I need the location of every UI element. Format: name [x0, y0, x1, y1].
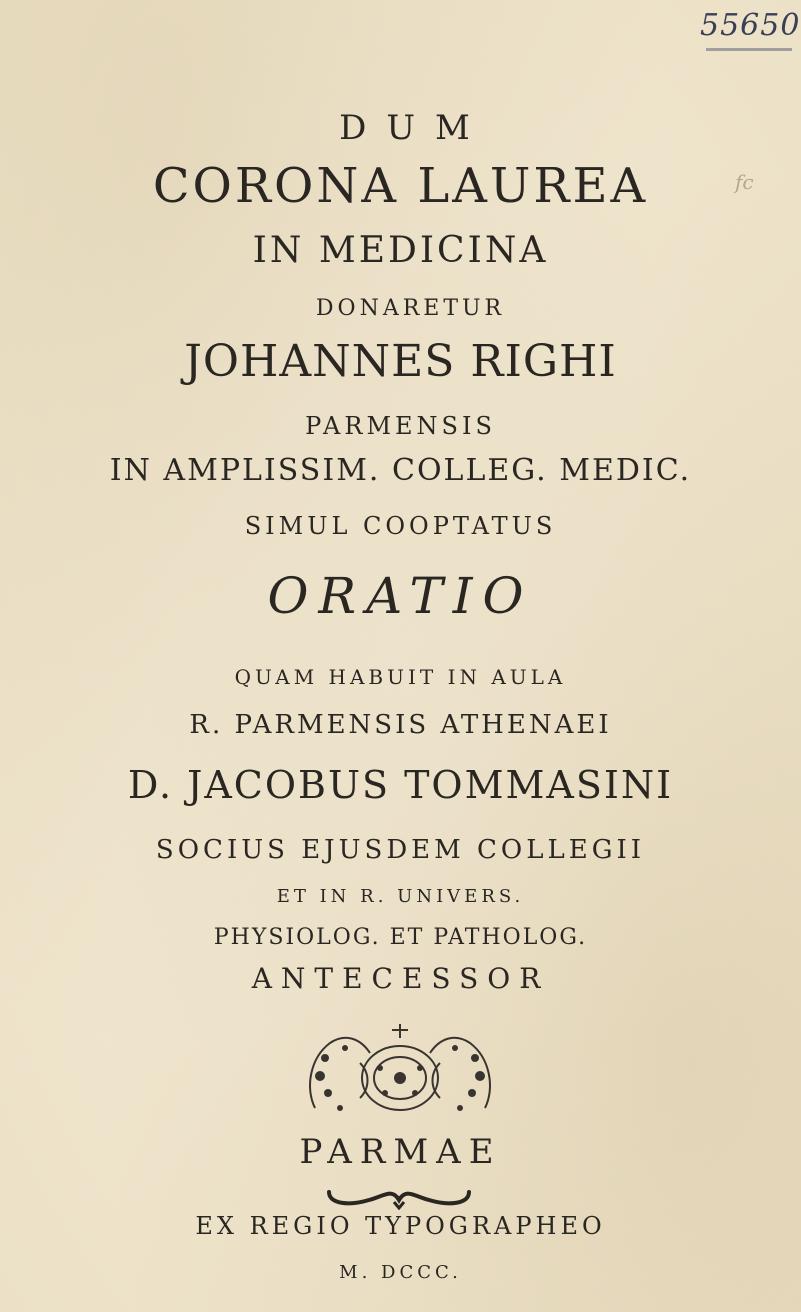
- shelfmark-underline: [706, 48, 792, 51]
- title-line-simul-cooptatus: SIMUL COOPTATUS: [244, 512, 557, 540]
- margin-note: fc: [735, 170, 754, 194]
- imprint-year: M. DCCC.: [339, 1262, 462, 1283]
- shelfmark: 55650: [700, 8, 801, 43]
- title-line-athenaei: R. PARMENSIS ATHENAEI: [189, 710, 612, 740]
- title-line-oratio: ORATIO: [267, 567, 534, 625]
- title-line-et-in-univers: ET IN R. UNIVERS.: [276, 886, 525, 907]
- title-line-corona-laurea: CORONA LAUREA: [152, 158, 649, 214]
- title-line-in-medicina: IN MEDICINA: [252, 230, 549, 271]
- title-line-quam-habuit: QUAM HABUIT IN AULA: [234, 665, 567, 689]
- imprint-printer: EX REGIO TYPOGRAPHEO: [195, 1212, 606, 1240]
- flourish-icon: [324, 1178, 474, 1210]
- title-line-antecessor: ANTECESSOR: [251, 962, 550, 995]
- title-line-in-amplissim: IN AMPLISSIM. COLLEG. MEDIC.: [109, 453, 692, 488]
- title-line-physiolog: PHYSIOLOG. ET PATHOLOG.: [213, 925, 588, 950]
- printer-ornament-icon: [300, 1018, 500, 1123]
- title-line-donaretur: DONARETUR: [315, 296, 506, 321]
- title-line-socius: SOCIUS EJUSDEM COLLEGII: [155, 835, 646, 865]
- title-line-parmensis: PARMENSIS: [305, 412, 496, 440]
- author-name: D. JACOBUS TOMMASINI: [127, 763, 674, 807]
- imprint-place: PARMAE: [299, 1132, 502, 1172]
- title-line-johannes-righi: JOHANNES RIGHI: [184, 336, 617, 387]
- title-line-dum: DUM: [339, 108, 490, 148]
